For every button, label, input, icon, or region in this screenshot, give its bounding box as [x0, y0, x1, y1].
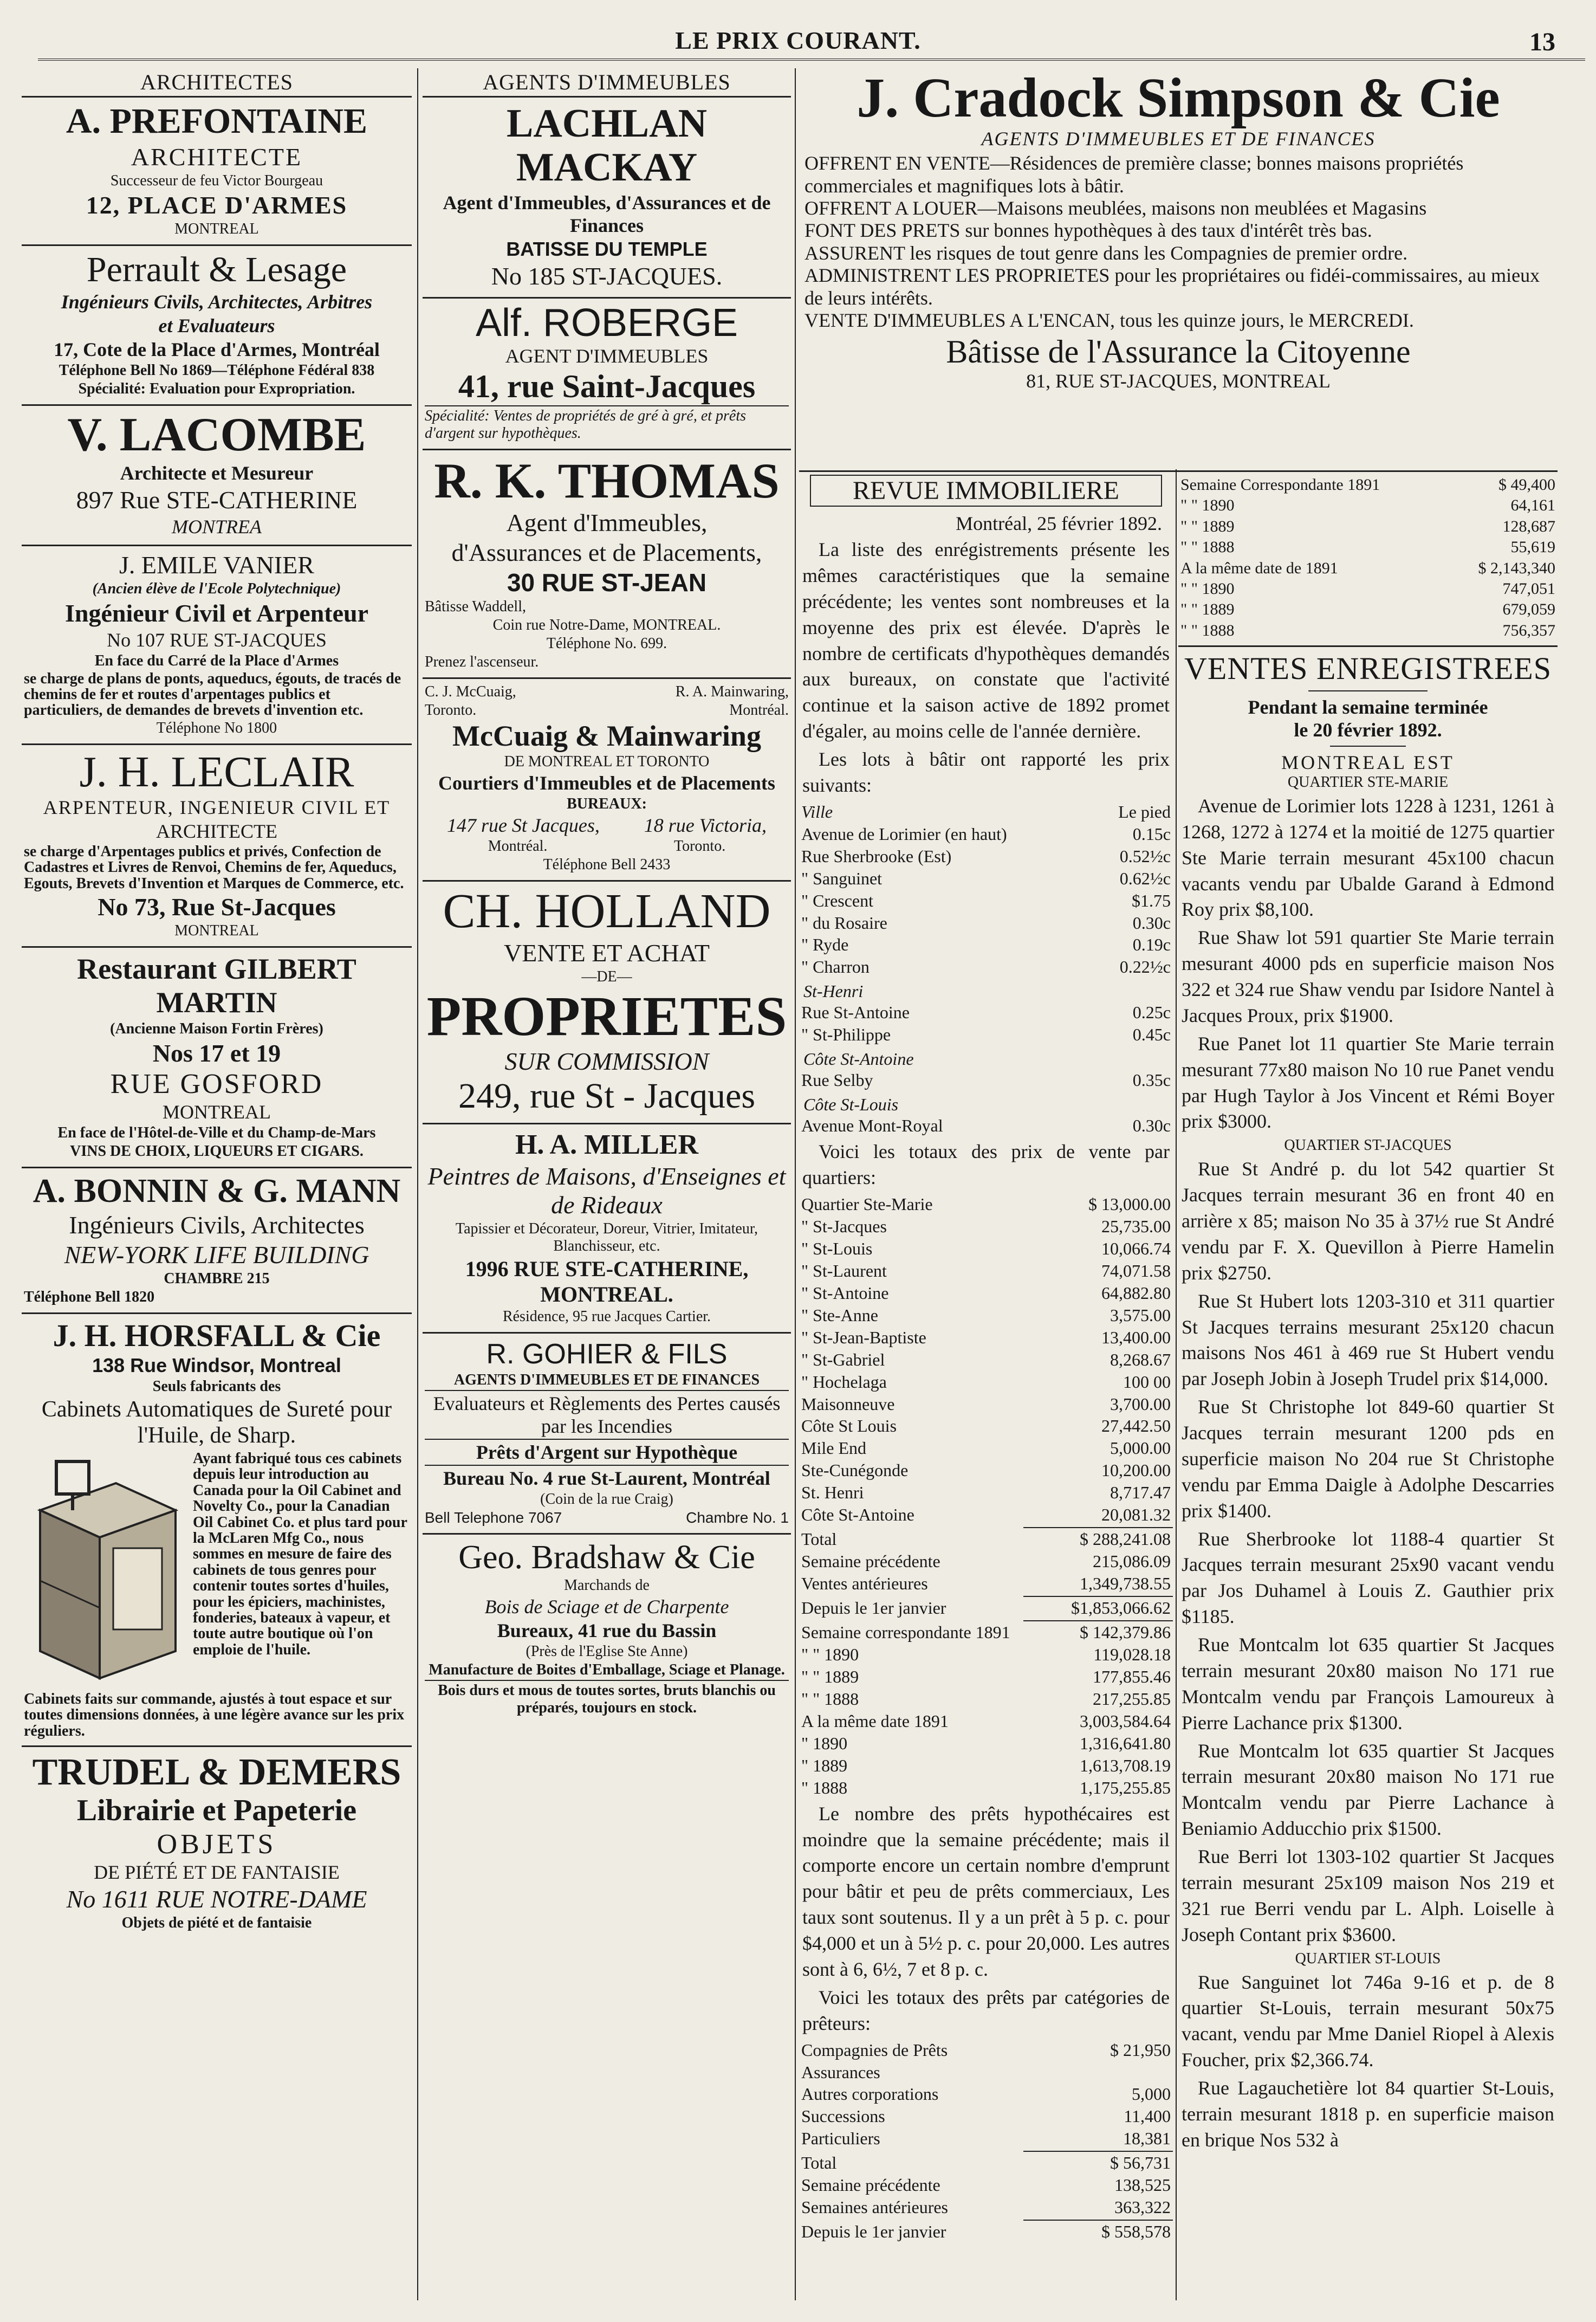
row-value [1060, 2061, 1173, 2084]
row-value: 1,349,738.55 [1080, 1574, 1171, 1594]
row-label: Autres corporations [801, 2084, 939, 2104]
column-revue-immobiliere: REVUE IMMOBILIERE Montréal, 25 février 1892. La liste des enrégistrements présente les mêmes caractéristiques que la semaine précédente; les ventes sont nombreuses et la moyenne des prix est élevée. D'après le nombre de certificats d'hypothèques demandés aux bureaux, on constate que l'activité continue et la saison active de 1892 promet d'égaler, au moins celle de l'année dernière. Les lots à bâtir ont rapporté les prix suivants: Ville Le pied Avenue de Lorimier (en haut) 0.15c Rue Sherbrooke (Est) 0.52½c " Sanguinet 0.62½c " Crescent $1.75 " du Rosaire 0.30c " Ryde 0.19c " Charron 0.22½c St-Henri Rue St-Antoine 0.25c " St-Philippe 0.45c Côte St-Antoine Rue Selby 0.35c Côte St-Louis Avenue Mont-Royal 0.30c Voici les totaux des prix de vente par quartiers: Quartier Ste-Marie $ 13,000.00 " St-Jacques 25,735.00 " St-Louis 10,066.74 " St-Laurent 74,071.58 " St-Antoine 64,882.80 " Ste-Anne 3,575.00 " St-Jean-Baptiste 13,400.00 " St-Gabriel 8,268.67 " Hochelaga 100 00 Maisonneuve 3,700.00 Côte St Louis 27,442.50 Mile End 5,000.00 Ste-Cunégonde 10,200.00 St. Henri 8,717.47 Côte St-Antoine 20,081.32 Total $ 288,241.08 Semaine précédente 215,086.09 Ventes antérieures 1,349,738.55 Depuis le 1er janvier $1,853,066.62 Semaine correspondante 1891 $ 142,379.86 " " 1890 119,028.18 " " 1889 177,855.46 " " 1888 217,255.85 A la même date 1891 3,003,584.64 " 1890 1,316,641.80 " 1889 1,613,708.19 " 1888 1,175,255.85 Le nombre des prêts hypothécaires est moindre que la semaine précédente; mais il comporte encore un certain nombre d'emprunt pour bâtir et peu de prêts commerciaux, Les taux sont soutenus. Il y a un prêt à 5 p. c. pour $4,000 et un à 5½ p. c. pour 20,000. Les autres sont à 6, 6½, 7 et 8 p. c. Voici les totaux des prêts par catégories de prêteurs: Compagnies de Prêts $ 21,950 Assurances Autres corporations 5,000 Successions 11,400 Particuliers 18,381 Total $ 56,731 Semaine précédente 138,525 Semaines antérieures 363,322 Depuis le 1er janvier $ 558,578 [799, 475, 1173, 2300]
row-label: " St-Gabriel [801, 1349, 885, 1369]
row-label: " Ryde [801, 935, 849, 955]
newspaper-title: LE PRIX COURANT. [675, 27, 921, 54]
row-label: " " 1889 [801, 1666, 859, 1686]
table-row [799, 1482, 1173, 1504]
table-row [1178, 516, 1558, 537]
row-label: " Crescent [801, 890, 874, 910]
table-row [799, 823, 1173, 845]
column-divider [417, 68, 418, 2300]
row-value: 679,059 [1502, 600, 1555, 619]
correspondante-table [1178, 475, 1558, 641]
table-row [799, 912, 1173, 934]
table-row [1178, 599, 1558, 620]
ad-perrault-lesage: Perrault & Lesage Ingénieurs Civils, Architectes, Arbitres et Evaluateurs 17, Cote de la Place d'Armes, Montréal Téléphone Bell No 1869—Téléphone Fédéral 838 Spécialité: Evaluation pour Expropriation. [22, 246, 412, 406]
row-label: Mile End [801, 1438, 866, 1458]
table-row [799, 2174, 1173, 2196]
table-row [799, 2152, 1173, 2174]
revue-date: Montréal, 25 février 1892. [956, 513, 1162, 534]
row-label: Ventes antérieures [801, 1574, 928, 1594]
row-label: A la même date de 1891 [1180, 559, 1338, 577]
table-row [799, 1459, 1173, 1482]
row-value: 217,255.85 [1093, 1689, 1171, 1709]
table-row [799, 1528, 1173, 1550]
cradock-rule [799, 470, 1558, 472]
row-label: Côte St-Antoine [801, 1505, 914, 1525]
row-value: $ 142,379.86 [1080, 1622, 1171, 1642]
table-row [799, 2083, 1173, 2105]
ad-vanier: J. EMILE VANIER (Ancien élève de l'Ecole Polytechnique) Ingénieur Civil et Arpenteur No 107 RUE ST-JACQUES En face du Carré de la Place d'Armes se charge de plans de ponts, aqueducs, égouts, de tracés de chemins de fer et routes d'arpentages publics et particuliers, de demandes de brevets d'invention etc. Téléphone No 1800 [22, 546, 412, 745]
table-row [799, 1215, 1173, 1238]
table-row [799, 1504, 1173, 1526]
row-label: A la même date 1891 [801, 1711, 949, 1731]
row-label: Semaine précédente [801, 2175, 940, 2195]
table-row [799, 1666, 1173, 1688]
row-label: Rue Sherbrooke (Est) [801, 846, 952, 866]
table-row [799, 1732, 1173, 1755]
ad-name: A. PREFONTAINE [66, 101, 368, 141]
table-row [799, 2196, 1173, 2218]
row-label: Avenue Mont-Royal [801, 1116, 943, 1136]
row-value: 5,000 [1132, 2084, 1171, 2104]
table-row [1178, 579, 1558, 599]
row-label: " " 1888 [1180, 538, 1235, 557]
ad-thomas: R. K. THOMAS Agent d'Immeubles, d'Assurances et de Placements, 30 RUE ST-JEAN Bâtisse Waddell, Coin rue Notre-Dame, MONTREAL. Téléphone No. 699. Prenez l'ascenseur. [423, 450, 791, 679]
row-value: 0.15c [1132, 824, 1171, 844]
table-row [1178, 558, 1558, 579]
row-label: Semaine correspondante 1891 [801, 1622, 1010, 1642]
row-value: 18,381 [1123, 2129, 1171, 2149]
row-value: 1,316,641.80 [1080, 1733, 1171, 1753]
row-label: " 1888 [801, 1777, 848, 1797]
row-value: 0.45c [1132, 1025, 1171, 1045]
ad-roberge: Alf. ROBERGE AGENT D'IMMEUBLES 41, rue Saint-Jacques Spécialité: Ventes de propriétés de gré à gré, et prêts d'argent sur hypothèques. [423, 299, 791, 451]
row-value: 1,613,708.19 [1080, 1755, 1171, 1775]
table-row [799, 1755, 1173, 1777]
ad-restaurant-gilbert-martin: Restaurant GILBERT MARTIN (Ancienne Maison Fortin Frères) Nos 17 et 19 RUE GOSFORD MONTREAL En face de l'Hôtel-de-Ville et du Champ-de-Mars VINS DE CHOIX, LIQUEURS ET CIGARS. [22, 948, 412, 1168]
ad-cradock-simpson: J. Cradock Simpson & Cie AGENTS D'IMMEUBLES ET DE FINANCES OFFRENT EN VENTE—Résidences de première classe; bonnes maisons propriétés commerciales et magnifiques lots à bâtir. OFFRENT A LOUER—Maisons meublées, maisons non meublées et Magasins FONT DES PRETS sur bonnes hypothèques à des taux d'intérêt très bas. ASSURENT les risques de tout genre dans les Compagnies de premier ordre. ADMINISTRENT LES PROPRIETES pour les propriétaires ou fidéi-commissaires, au mieux de leurs intérêts. VENTE D'IMMEUBLES A L'ENCAN, tous les quinze jours, le MERCREDI. Bâtisse de l'Assurance la Citoyenne 81, RUE ST-JACQUES, MONTREAL [805, 68, 1540, 392]
row-value: $ 2,143,340 [1478, 559, 1555, 577]
table-row [799, 1550, 1173, 1573]
row-label: " Hochelaga [801, 1372, 887, 1392]
row-value: 177,855.46 [1093, 1666, 1171, 1686]
table-row [799, 1710, 1173, 1732]
table-row [799, 1393, 1173, 1415]
row-label: Total [801, 2153, 837, 2173]
row-value: 25,735.00 [1101, 1216, 1171, 1236]
ad-miller: H. A. MILLER Peintres de Maisons, d'Enseignes et de Rideaux Tapissier et Décorateur, Doreur, Vitrier, Imitateur, Blanchisseur, etc. 1996 RUE STE-CATHERINE, MONTREAL. Résidence, 95 rue Jacques Cartier. [423, 1124, 791, 1334]
row-label: Semaines antérieures [801, 2197, 948, 2217]
row-value: 13,400.00 [1101, 1327, 1171, 1347]
ad-holland: CH. HOLLAND VENTE ET ACHAT —DE— PROPRIETES SUR COMMISSION 249, rue St - Jacques [423, 882, 791, 1124]
row-value: 0.62½c [1119, 868, 1171, 888]
ad-leclair: J. H. LECLAIR ARPENTEUR, INGENIEUR CIVIL ET ARCHITECTE se charge d'Arpentages publics et privés, Confection de Cadastres et Livres de Renvoi, Chemins de fer, Aqueducs, Egouts, Brevets d'Invention et Marques de Commerce, etc. No 73, Rue St-Jacques MONTREAL [22, 745, 412, 948]
row-label: Successions [801, 2106, 885, 2126]
row-value: 0.35c [1132, 1070, 1171, 1090]
ad-bonnin-mann: A. BONNIN & G. MANN Ingénieurs Civils, Architectes NEW-YORK LIFE BUILDING CHAMBRE 215 Téléphone Bell 1820 [22, 1168, 412, 1314]
row-value: $ 13,000.00 [1088, 1194, 1171, 1214]
row-label: Ste-Cunégonde [801, 1460, 909, 1480]
row-label: " " 1890 [1180, 579, 1235, 598]
table-row [799, 890, 1173, 912]
row-value: 1,175,255.85 [1080, 1777, 1171, 1797]
table-row [799, 1371, 1173, 1393]
row-value: 363,322 [1114, 2197, 1171, 2217]
row-value: $ 49,400 [1498, 476, 1555, 494]
row-label: " St-Laurent [801, 1260, 887, 1280]
revue-title: REVUE IMMOBILIERE [853, 476, 1119, 505]
row-value: 128,687 [1502, 517, 1555, 535]
section-heading: ARCHITECTES [22, 69, 412, 98]
row-label: " St-Antoine [801, 1283, 889, 1303]
row-value: $ 56,731 [1110, 2153, 1171, 2173]
row-value: 64,882.80 [1101, 1283, 1171, 1303]
ad-lacombe: V. LACOMBE Architecte et Mesureur 897 Rue STE-CATHERINE MONTREA [22, 406, 412, 546]
row-label: Avenue de Lorimier (en haut) [801, 824, 1007, 844]
row-value: 119,028.18 [1093, 1645, 1171, 1664]
column-agents-immeubles [423, 68, 791, 2300]
row-value: 8,268.67 [1110, 1349, 1171, 1369]
column-divider [795, 68, 796, 2300]
table-row [799, 1437, 1173, 1459]
row-value: 0.30c [1132, 913, 1171, 933]
table-row [799, 1349, 1173, 1371]
ad-trudel-demers: TRUDEL & DEMERS Librairie et Papeterie OBJETS DE PIÉTÉ ET DE FANTAISIE No 1611 RUE NOTRE-DAME Objets de piété et de fantaisie [32, 1751, 401, 1932]
table-row [799, 1777, 1173, 1799]
row-label: Semaine précédente [801, 1551, 940, 1571]
row-value: 3,575.00 [1110, 1305, 1171, 1325]
row-label: Quartier Ste-Marie [801, 1194, 933, 1214]
row-label: " " 1889 [1180, 600, 1235, 619]
row-label: " " 1889 [1180, 517, 1235, 535]
column-architectes [22, 68, 412, 2300]
row-value: 0.19c [1132, 935, 1171, 955]
table-row [799, 1304, 1173, 1327]
row-value: 100 00 [1123, 1372, 1171, 1392]
row-value: 0.22½c [1119, 957, 1171, 977]
page-number: 13 [1529, 28, 1555, 56]
row-value: $1.75 [1132, 890, 1171, 910]
row-value: 74,071.58 [1101, 1260, 1171, 1280]
table-row [1178, 475, 1558, 495]
row-label: Rue Selby [801, 1070, 873, 1090]
table-row [799, 2039, 1173, 2061]
table-row [799, 934, 1173, 956]
row-label: " Sanguinet [801, 868, 883, 888]
table-row [799, 1282, 1173, 1304]
row-label: Assurances [801, 2062, 880, 2082]
section-heading: AGENTS D'IMMEUBLES [423, 69, 791, 98]
table-row [1178, 537, 1558, 558]
ad-lachlan-mackay: LACHLAN MACKAY Agent d'Immeubles, d'Assurances et de Finances BATISSE DU TEMPLE No 185 ST-JACQUES. [423, 98, 791, 299]
table-row [799, 1115, 1173, 1137]
ventes-title: VENTES ENREGISTREES [1184, 651, 1552, 687]
row-value: 215,086.09 [1093, 1551, 1171, 1571]
table-row [799, 1238, 1173, 1260]
table-row [799, 1327, 1173, 1349]
row-value: 747,051 [1502, 579, 1555, 598]
row-label: " 1890 [801, 1733, 848, 1753]
table-row [799, 1260, 1173, 1282]
row-label: " St-Jean-Baptiste [801, 1327, 926, 1347]
row-value: 10,066.74 [1101, 1238, 1171, 1258]
table-row [799, 1688, 1173, 1710]
row-value: 11,400 [1124, 2106, 1171, 2126]
row-value: 0.25c [1132, 1002, 1171, 1023]
table-row [799, 1069, 1173, 1091]
row-value: 5,000.00 [1110, 1438, 1171, 1458]
row-label: Particuliers [801, 2129, 880, 2149]
ad-horsfall: J. H. HORSFALL & Cie 138 Rue Windsor, Montreal Seuls fabricants des Cabinets Automatiques de Sureté pour l'Huile, de Sharp. Ayant fabriqué tous ces cabinets depuis leur introduction au Canada pour la Oil Cabinet and Novelty Co., pour la Canadian Oil Cabinet Co. et plus tard pour la McLaren Mfg Co., nous sommes en mesure de faire des cabinets de tous genres pour contenir toutes sortes d'huiles, pour les épiciers, machinistes, fonderies, bateaux à vapeur, et toute autre boutique où l'on emploie de l'huile. Cabinets faits sur commande, ajustés à tout espace et sur toutes dimensions données, à une légère avance sur les prix réguliers. [22, 1314, 412, 1747]
table-row [799, 1193, 1173, 1215]
row-label: " " 1890 [1180, 496, 1235, 515]
row-value: 10,200.00 [1101, 1460, 1171, 1480]
row-value: 0.52½c [1119, 846, 1171, 866]
row-value: 3,003,584.64 [1080, 1711, 1171, 1731]
table-row [799, 1644, 1173, 1666]
row-label: " St-Jacques [801, 1216, 887, 1236]
oil-cabinet-illustration [24, 1451, 186, 1689]
row-label: " du Rosaire [801, 913, 887, 933]
row-label: " 1889 [801, 1755, 848, 1775]
header-rule [38, 59, 1585, 61]
row-label: Compagnies de Prêts [801, 2040, 948, 2060]
row-value: $ 21,950 [1110, 2040, 1171, 2060]
page-header [0, 0, 1596, 62]
table-row [799, 1415, 1173, 1437]
row-label: " St-Philippe [801, 1025, 891, 1045]
row-value: 27,442.50 [1101, 1416, 1171, 1436]
row-value: 138,525 [1114, 2175, 1171, 2195]
row-label: Côte St Louis [801, 1416, 897, 1436]
row-value: 756,357 [1502, 621, 1555, 639]
row-label: Total [801, 1529, 837, 1549]
row-value: 20,081.32 [1101, 1505, 1171, 1525]
row-label: St. Henri [801, 1483, 864, 1503]
row-value: 0.30c [1132, 1116, 1171, 1136]
row-label: Rue St-Antoine [801, 1002, 910, 1023]
row-value: 64,161 [1510, 496, 1555, 515]
table-row [799, 1573, 1173, 1595]
table-row [799, 868, 1173, 890]
prets-table [799, 2039, 1173, 2150]
column-ventes-enregistrees: Semaine Correspondante 1891 $ 49,400 " " 1890 64,161 " " 1889 128,687 " " 1888 55,619 A la même date de 1891 $ 2,143,340 " " 1890 747,051 " " 1889 679,059 " " 1888 756,357 VENTES ENREGISTREES Pendant la semaine terminée le 20 février 1892. MONTREAL EST QUARTIER STE-MARIE Avenue de Lorimier lots 1228 à 1231, 1261 à 1268, 1272 à 1274 et la moitié de 1275 quartier Ste Marie terrain mesurant 45x100 chacun vacants vendu par Ubalde Garand à Edmond Roy prix $8,100. Rue Shaw lot 591 quartier Ste Marie terrain mesurant 4000 pds en superficie maison Nos 322 et 324 rue Shaw vendu par Isidore Nantel à Jacques Proux, prix $1900. Rue Panet lot 11 quartier Ste Marie terrain mesurant 77x80 maison No 10 rue Panet vendu par Hugh Taylor à Jos Vincent et Rémi Boyer prix $3000. QUARTIER ST-JACQUES Rue St André p. du lot 542 quartier St Jacques terrain mesurant 36 en front 40 en arrière x 85; maison No 35 à 37½ rue St André vendu par F. X. Quevillon à Pierre Hamelin prix $2750. Rue St Hubert lots 1203-310 et 311 quartier St Jacques terrains mesurant 25x120 chacun maisons Nos 461 à 469 rue St Hubert vendu par Joseph Jobin à Joseph Trudel prix $14,000. Rue St Christophe lot 849-60 quartier St Jacques terrain mesurant 1200 pds en superficie maison No 204 rue St Christophe vendu par Emma Daigle à Adolphe Descarries prix $1400. Rue Sherbrooke lot 1188-4 quartier St Jacques terrain mesurant 25x90 vacant vendu par Jos Duhamel à Louis Z. Gauthier prix $1185. Rue Montcalm lot 635 quartier St Jacques terrain mesurant 20x80 maison No 171 rue Montcalm vendu par François Lamoureux à Pierre Lachance prix $1300. Rue Montcalm lot 635 quartier St Jacques terrain mesurant 20x80 maison No 171 rue Montcalm vendu par Pierre Lachance à Beniamio Adducchio prix $1500. Rue Berri lot 1303-102 quartier St Jacques terrain mesurant 25x109 maison Nos 219 et 321 rue Berri vendu par L. Alph. Loiselle à Joseph Contant prix $3600. QUARTIER ST-LOUIS Rue Sanguinet lot 746a 9-16 et p. de 8 quartier St-Louis, terrain mesurant 50x75 vacant, vendu par Mme Daniel Riopel à Alexis Foucher, prix $2,366.74. Rue Lagauchetière lot 84 quartier St-Louis, terrain mesurant 1818 p. en superficie maison en brique Nos 532 à [1178, 475, 1558, 2300]
column-divider [1176, 469, 1177, 2300]
prices-table: Ville Le pied Avenue de Lorimier (en haut) 0.15c Rue Sherbrooke (Est) 0.52½c " Sanguinet 0.62½c " Crescent $1.75 " du Rosaire 0.30c " Ryde 0.19c " Charron 0.22½c [799, 801, 1173, 979]
row-value: $ 288,241.08 [1080, 1529, 1171, 1549]
row-label: " St-Louis [801, 1238, 873, 1258]
table-row [799, 956, 1173, 978]
row-label: " Ste-Anne [801, 1305, 878, 1325]
row-value: 55,619 [1510, 538, 1555, 557]
table-row [799, 1001, 1173, 1024]
row-label: Maisonneuve [801, 1394, 895, 1414]
ad-bradshaw: Geo. Bradshaw & Cie Marchands de Bois de Sciage et de Charpente Bureaux, 41 rue du Bassin (Près de l'Eglise Ste Anne) Manufacture de Boites d'Emballage, Sciage et Planage. Bois durs et mous de toutes sortes, bruts blanchis ou préparés, toujours en stock. [423, 1535, 791, 1723]
ad-mccuaig-mainwaring: C. J. McCuaig, R. A. Mainwaring, Toronto. Montréal. McCuaig & Mainwaring DE MONTREAL ET TORONTO Courtiers d'Immeubles et de Placements BUREAUX: 147 rue St Jacques, 18 rue Victoria, Montréal. Toronto. Téléphone Bell 2433 [423, 679, 791, 882]
ad-gohier: R. GOHIER & FILS AGENTS D'IMMEUBLES ET DE FINANCES Evaluateurs et Règlements des Pertes causés par les Incendies Prêts d'Argent sur Hypothèque Bureau No. 4 rue St-Laurent, Montréal (Coin de la rue Craig) Bell Telephone 7067 Chambre No. 1 [423, 1334, 791, 1535]
table-row [799, 845, 1173, 868]
ad-prefontaine: A. PREFONTAINE ARCHITECTE Successeur de feu Victor Bourgeau 12, PLACE D'ARMES MONTREAL [22, 98, 412, 246]
quartiers-table [799, 1193, 1173, 1526]
table-row [1178, 495, 1558, 516]
table-row [799, 2105, 1173, 2127]
table-row [799, 1621, 1173, 1644]
row-label: Semaine Correspondante 1891 [1180, 476, 1380, 494]
table-row [1178, 620, 1558, 641]
row-label: " Charron [801, 957, 870, 977]
row-label: " " 1888 [801, 1689, 859, 1709]
table-row [799, 1024, 1173, 1046]
row-value: 3,700.00 [1110, 1394, 1171, 1414]
row-label: " " 1890 [801, 1645, 859, 1664]
table-row [799, 2127, 1173, 2150]
row-label: " " 1888 [1180, 621, 1235, 639]
row-value: 8,717.47 [1110, 1483, 1171, 1503]
table-row [799, 2061, 1173, 2084]
